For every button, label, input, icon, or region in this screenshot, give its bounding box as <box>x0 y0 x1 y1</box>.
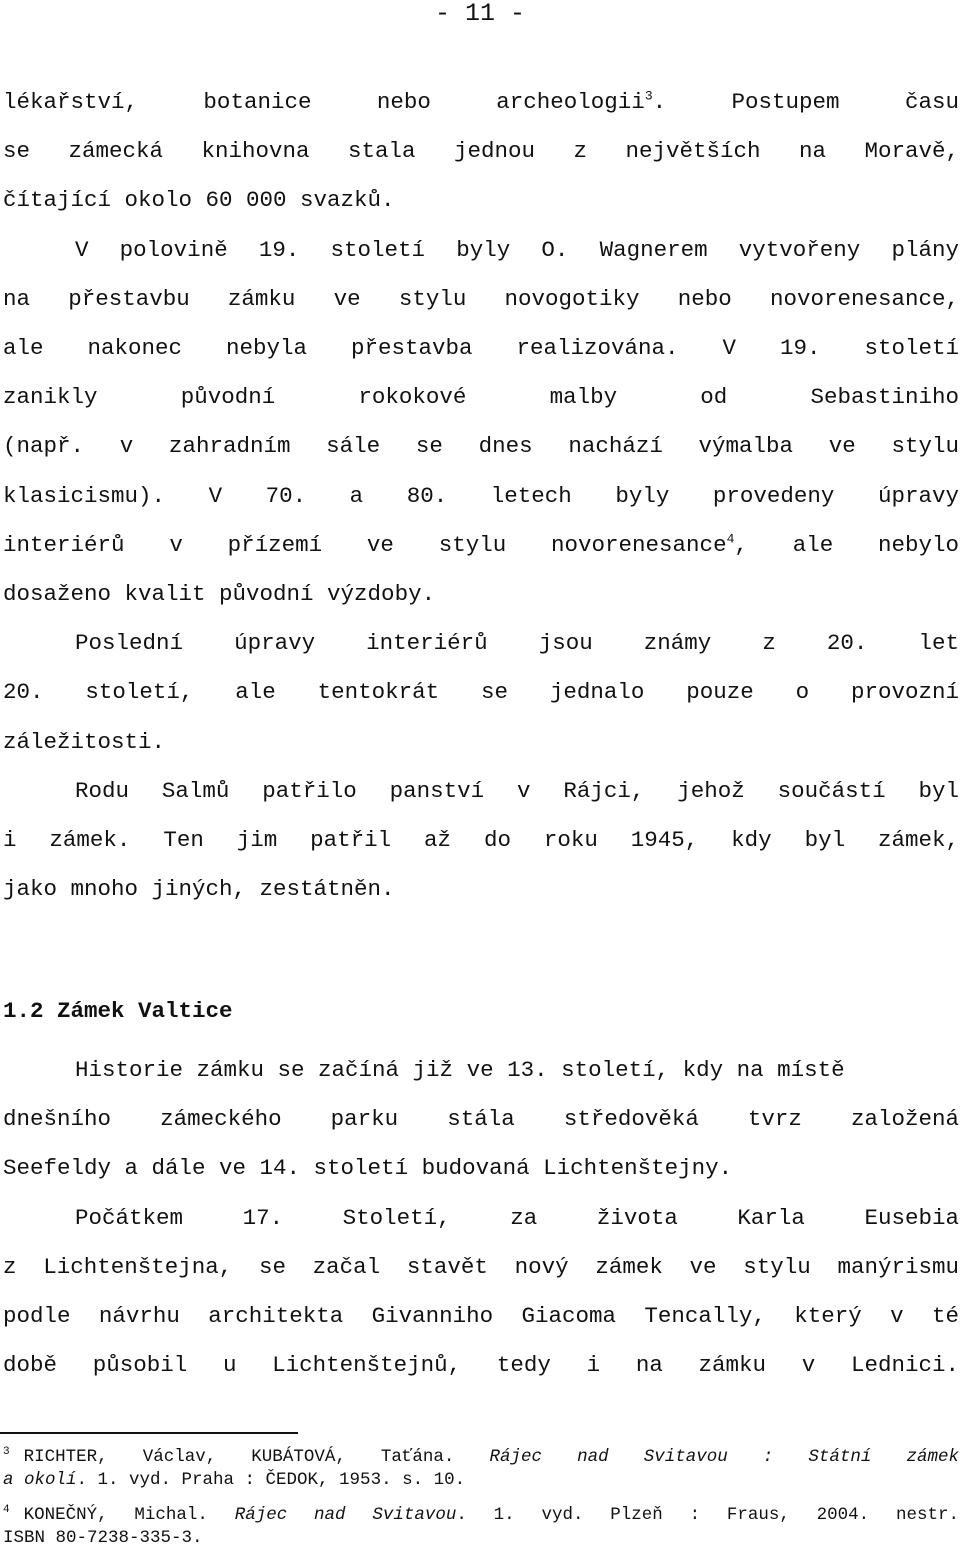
section-heading: 1.2 Zámek Valtice <box>3 998 233 1024</box>
footnote-number: 4 <box>3 1504 10 1517</box>
footnote-number: 3 <box>3 1446 10 1459</box>
text-line: V polovině 19. století byly O. Wagnerem vytvořeny plány <box>75 236 959 263</box>
text-line: interiérů v přízemí ve stylu novorenesance$^4$, ale nebylo <box>3 531 960 558</box>
text-line: (např. v zahradním sále se dnes nachází výmalba ve stylu <box>3 433 959 460</box>
footnote-ref-4[interactable]: 4 <box>726 531 735 547</box>
text-line: čítající okolo 60 000 svazků. <box>3 187 395 214</box>
text-line: Rodu Salmů patřilo panství v Rájci, jehož součástí byl <box>75 777 959 804</box>
text-line: 20. století, ale tentokrát se jednalo pouze o provozní <box>3 679 959 706</box>
paragraph-salm-family <box>3 767 959 915</box>
text-line: době působil u Lichtenštejnů, tedy i na zámku v Lednici. <box>3 1352 959 1379</box>
text-line: Historie zámku se začíná již ve 13. století, kdy na místě <box>75 1057 845 1083</box>
footnote-line: ISBN 80-7238-335-3. <box>3 1528 203 1548</box>
text-line: dnešního zámeckého parku stála středověká tvrz založená <box>3 1106 959 1133</box>
text-line: klasicismu). V 70. a 80. letech byly provedeny úpravy <box>3 482 959 509</box>
text-line: ale nakonec nebyla přestavba realizována. V 19. století <box>3 334 959 361</box>
text-line: Seefeldy a dále ve 14. století budovaná Lichtenštejny. <box>3 1155 733 1182</box>
paragraph-history <box>3 1046 959 1390</box>
text-line: z Lichtenštejna, se začal stavět nový zámek ve stylu manýrismu <box>3 1253 959 1280</box>
paragraph-interiors <box>3 619 959 767</box>
page-number: - 11 - <box>434 0 525 28</box>
footnote-4 <box>3 1504 959 1550</box>
text-line: i zámek. Ten jim patřil až do roku 1945, kdy byl zámek, <box>3 826 959 853</box>
text-line: zanikly původní rokokové malby od Sebastiniho <box>3 384 959 411</box>
footnote-line: $^4$ KONEČNÝ, Michal. Rájec nad Svitavou. 1. vyd. Plzeň : Fraus, 2004. nestr. <box>3 1504 959 1525</box>
text-line: se zámecká knihovna stala jednou z největších na Moravě, <box>3 138 959 165</box>
footnote-ref-3[interactable]: 3 <box>644 88 653 104</box>
footnote-line: $^3$ RICHTER, Václav, KUBÁTOVÁ, Taťána. Rájec nad Svitavou : Státní zámek <box>3 1446 959 1467</box>
text-line: záležitosti. <box>3 728 166 755</box>
footnote-separator <box>0 1432 298 1434</box>
paragraph-library <box>3 78 959 226</box>
text-line: lékařství, botanice nebo archeologii$^3$. Postupem času <box>3 88 959 115</box>
text-line: na přestavbu zámku ve stylu novogotiky nebo novorenesance, <box>3 285 959 312</box>
text-line: podle návrhu architekta Givanniho Giacoma Tencally, který v té <box>3 1302 959 1329</box>
paragraph-reconstruction <box>3 226 959 620</box>
footnote-line: a okolí. 1. vyd. Praha : ČEDOK, 1953. s. 10. <box>3 1470 466 1490</box>
text-line: Počátkem 17. Století, za života Karla Eusebia <box>75 1204 959 1231</box>
text-line: dosaženo kvalit původní výzdoby. <box>3 580 436 607</box>
footnote-3 <box>3 1446 959 1492</box>
text-line: Poslední úpravy interiérů jsou známy z 20. let <box>75 630 959 657</box>
text-line: jako mnoho jiných, zestátněn. <box>3 876 395 903</box>
